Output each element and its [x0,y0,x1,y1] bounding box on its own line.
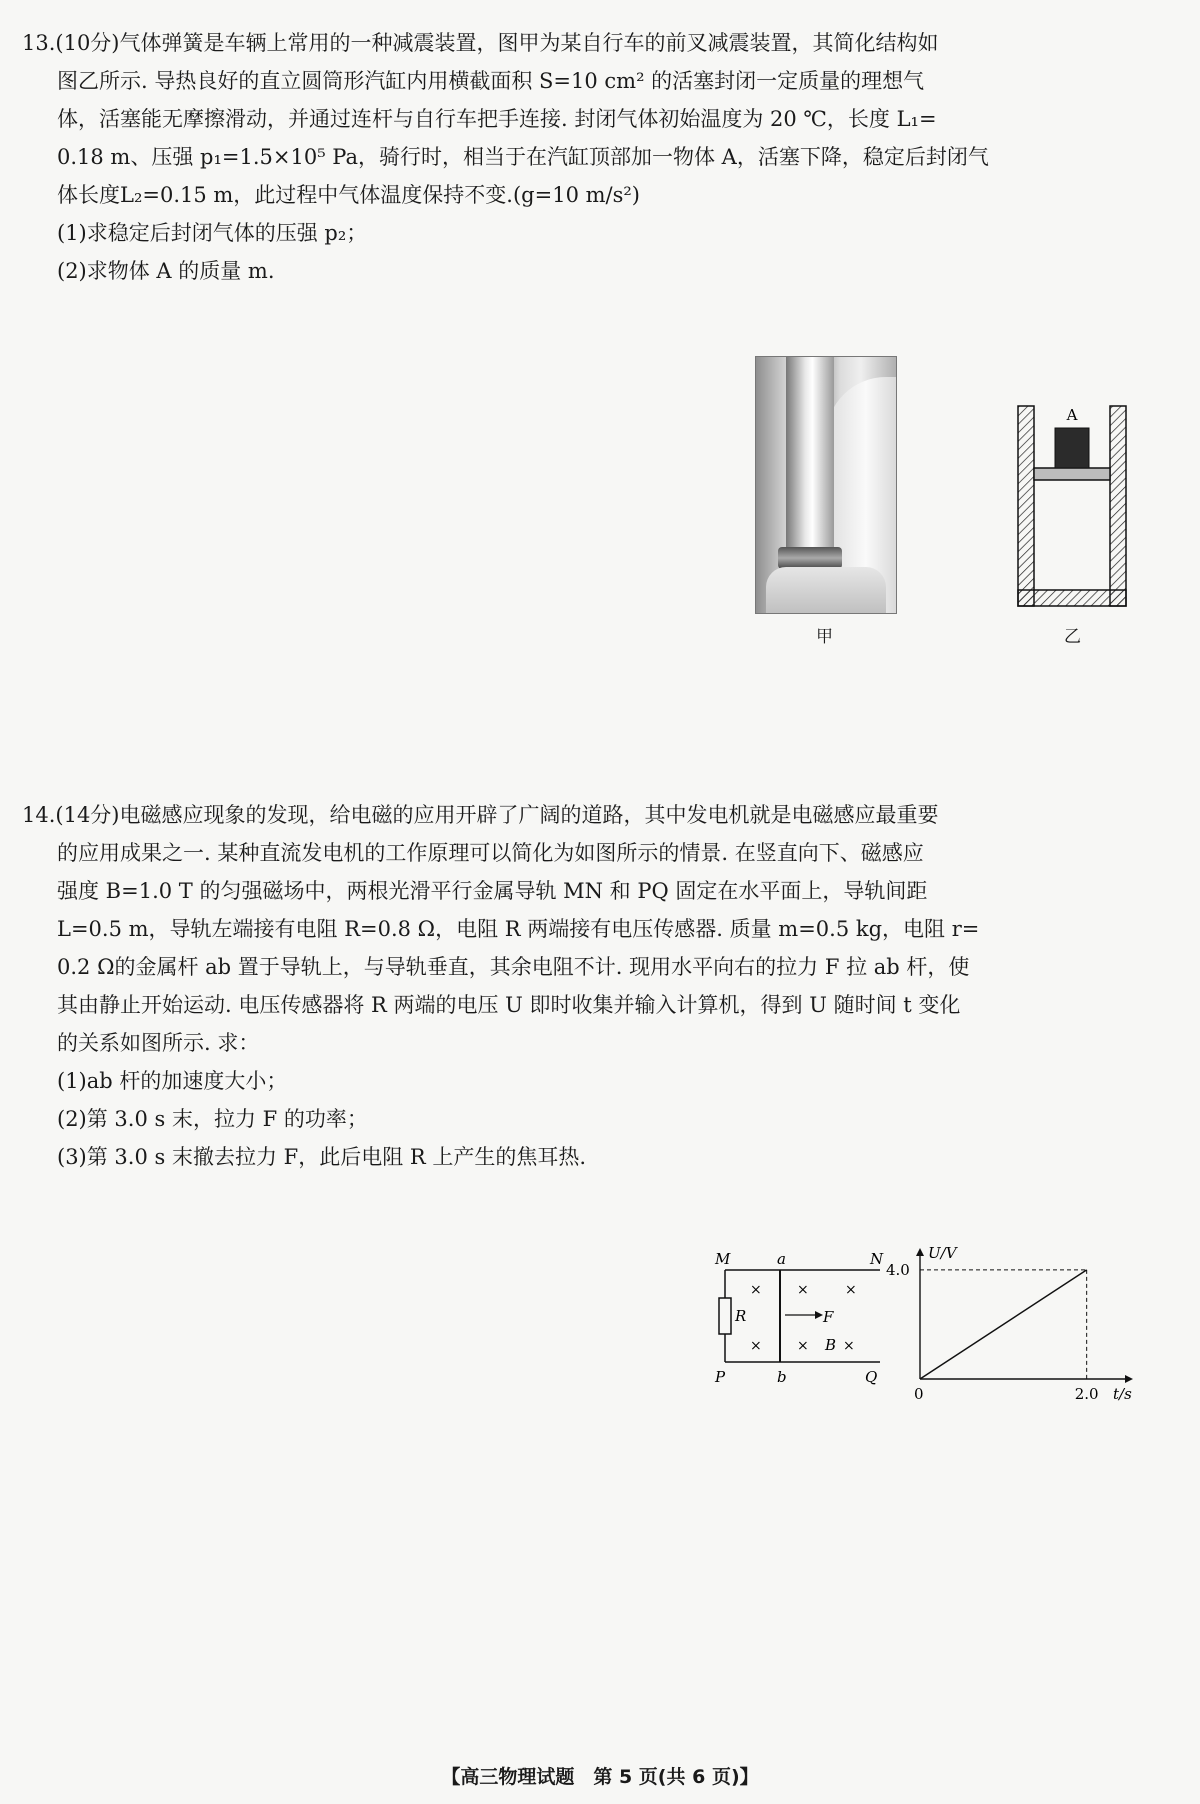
field-cross-3: × [797,1282,809,1298]
problem-14 [22,796,1122,1176]
problem-13-line-3: 体，活塞能无摩擦滑动，并通过连杆与自行车把手连接. 封闭气体初始温度为 20 ℃，长度 L₁= [57,107,937,131]
figure-a-caption: 甲 [816,627,833,647]
label-a: a [777,1250,786,1268]
field-cross-5: × [797,1338,809,1354]
problem-14-line-4: L=0.5 m，导轨左端接有电阻 R=0.8 Ω，电阻 R 两端接有电压传感器. 质量 m=0.5 kg，电阻 r= [57,917,980,941]
origin-label: 0 [914,1385,924,1403]
force-arrowhead [815,1311,823,1319]
label-p: P [715,1368,726,1386]
label-q: Q [865,1368,878,1386]
label-r: R [735,1307,747,1325]
circuit-diagram [705,1250,885,1395]
resistor-r [719,1298,731,1334]
problem-13-line-4: 0.18 m、压强 p₁=1.5×10⁵ Pa，骑行时，相当于在汽缸顶部加一物体 A，活塞下降，稳定后封闭气 [57,145,989,169]
cylinder-left-wall [1018,406,1034,606]
label-n: N [870,1250,884,1268]
y-tick-label: 4.0 [886,1260,910,1279]
problem-13-question-1: (1)求稳定后封闭气体的压强 p₂； [57,221,368,245]
field-cross-6: × [843,1338,855,1354]
problem-13-line-1: 13.(10分)气体弹簧是车辆上常用的一种减震装置，图甲为某自行车的前叉减震装置，其简化结构如 [22,31,939,55]
fork-ring [778,547,842,569]
problem-13 [22,24,1122,290]
problem-13-line-2: 图乙所示. 导热良好的直立圆筒形汽缸内用横截面积 S=10 cm² 的活塞封闭一定质量的理想气 [57,69,925,93]
label-m: M [715,1250,731,1268]
problem-13-line-5: 体长度L₂=0.15 m，此过程中气体温度保持不变.(g=10 m/s²) [57,183,640,207]
problem-14-question-2: (2)第 3.0 s 末，拉力 F 的功率； [57,1107,368,1131]
fork-tube [786,357,834,557]
label-f: F [823,1308,834,1326]
block-a-label: A [1066,406,1078,424]
y-axis-arrow [916,1248,924,1256]
y-axis-label: U/V [928,1244,957,1262]
figure-b-caption: 乙 [1064,627,1081,647]
problem-14-line-3: 强度 B=1.0 T 的匀强磁场中，两根光滑平行金属导轨 MN 和 PQ 固定在水平面上，导轨间距 [57,879,928,903]
x-axis-label: t/s [1113,1385,1132,1403]
u-t-graph [880,1244,1140,1409]
field-cross-4: × [845,1282,857,1298]
problem-14-line-1: 14.(14分)电磁感应现象的发现，给电磁的应用开辟了广阔的道路，其中发电机就是电磁感应最重要 [22,803,939,827]
cylinder-bottom [1018,590,1126,606]
label-b: b [777,1368,787,1386]
problem-14-line-2: 的应用成果之一. 某种直流发电机的工作原理可以简化为如图所示的情景. 在竖直向下、磁感应 [57,841,924,865]
page-footer: 【高三物理试题 第 5 页(共 6 页)】 [441,1766,759,1788]
field-cross-2: × [750,1338,762,1354]
bicycle-fork-photo [755,356,897,614]
x-axis-arrow [1125,1375,1133,1383]
problem-13-question-2: (2)求物体 A 的质量 m. [57,259,275,283]
cylinder-right-wall [1110,406,1126,606]
piston [1034,468,1110,480]
cylinder-diagram [1010,398,1135,618]
problem-14-line-7: 的关系如图所示. 求： [57,1031,260,1055]
problem-14-line-6: 其由静止开始运动. 电压传感器将 R 两端的电压 U 即时收集并输入计算机，得到 U 随时间 t 变化 [57,993,961,1017]
problem-14-line-5: 0.2 Ω的金属杆 ab 置于导轨上，与导轨垂直，其余电阻不计. 现用水平向右的拉力 F 拉 ab 杆，使 [57,955,970,979]
series-line [920,1270,1087,1379]
problem-14-question-3: (3)第 3.0 s 末撤去拉力 F，此后电阻 R 上产生的焦耳热. [57,1145,587,1169]
x-tick-label: 2.0 [1074,1385,1099,1403]
fork-base [766,567,886,614]
field-cross-1: × [750,1282,762,1298]
block-a [1055,428,1089,468]
label-b-field: B [825,1336,837,1354]
problem-14-question-1: (1)ab 杆的加速度大小； [57,1069,288,1093]
